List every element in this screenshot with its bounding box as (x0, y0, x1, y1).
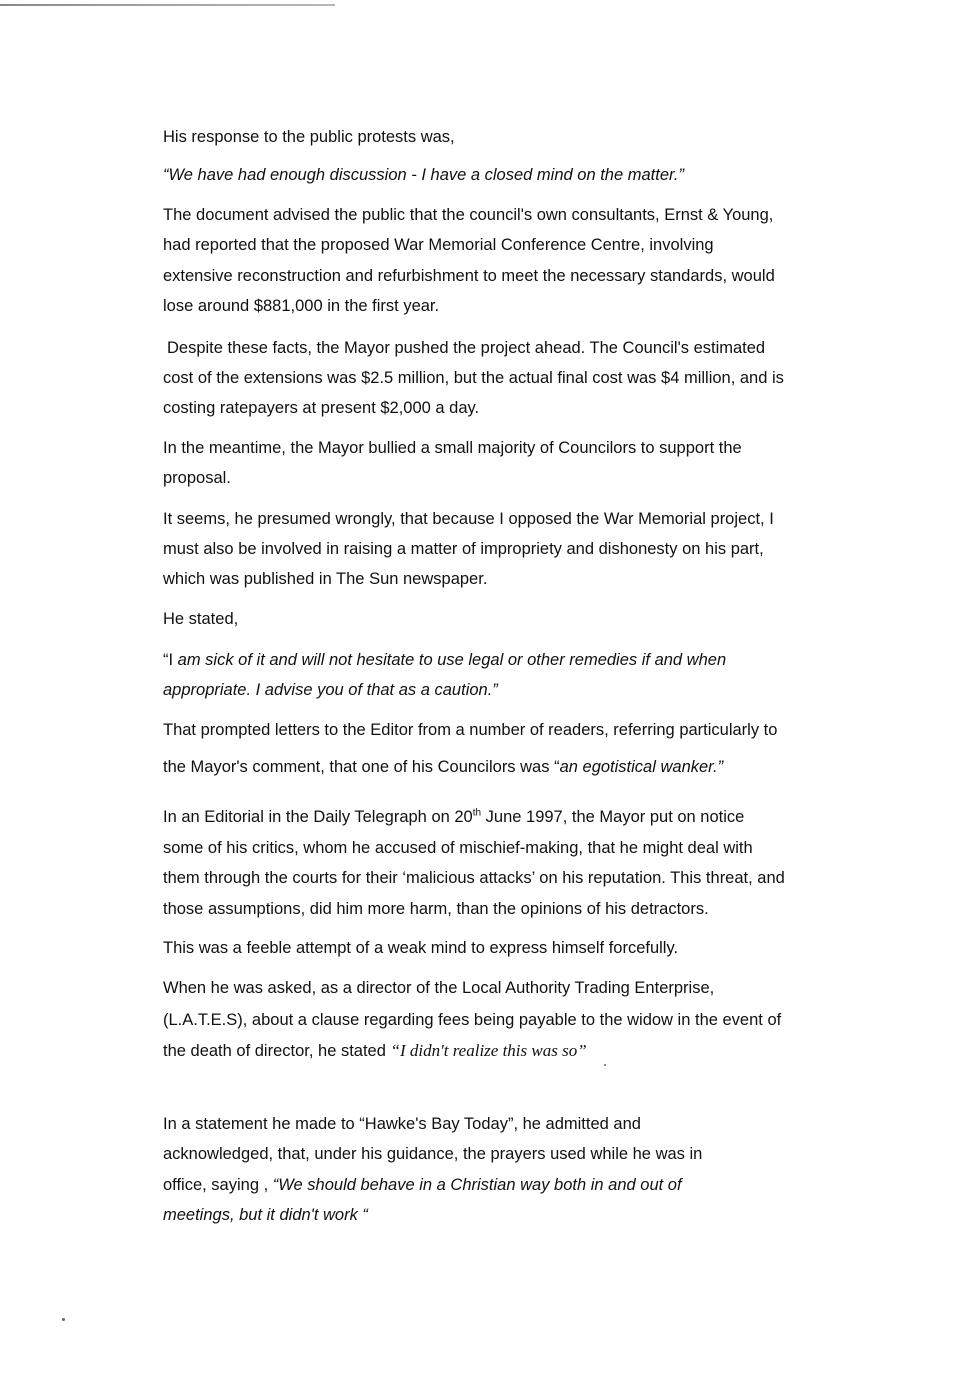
quote-line (163, 165, 684, 185)
paragraph-line (163, 1114, 641, 1134)
line-text: lose around $881,000 in the first year. (163, 297, 440, 315)
line-text: must also be involved in raising a matter of impropriety and dishonesty on his part, (163, 540, 764, 558)
line-text: In a statement he made to “Hawke's Bay Today”, he admitted and (163, 1115, 641, 1133)
line-text: meetings, but it didn't work “ (163, 1206, 368, 1224)
line-text: (L.A.T.E.S), about a clause regarding fees being payable to the widow in the event of (163, 1011, 782, 1029)
line-text: costing ratepayers at present $2,000 a day. (163, 399, 480, 417)
line-text: an egotistical wanker.” (559, 758, 724, 776)
line-text: cost of the extensions was $2.5 million, but the actual final cost was $4 million, and is (163, 369, 784, 387)
paragraph-line (163, 569, 487, 589)
paragraph-line (167, 338, 765, 358)
quote-line (163, 650, 726, 670)
paragraph-line (163, 868, 785, 888)
paragraph-line (163, 539, 764, 559)
line-text: June 1997, the Mayor put on notice (481, 808, 745, 826)
line-text: In the meantime, the Mayor bullied a small majority of Councilors to support the (163, 439, 742, 457)
line-prefix: “I (163, 651, 178, 669)
paragraph-line (163, 398, 479, 418)
paragraph-line (163, 978, 714, 998)
line-text: He stated, (163, 610, 239, 628)
paragraph-line (163, 468, 231, 488)
line-text: those assumptions, did him more harm, than the opinions of his detractors. (163, 900, 709, 918)
quote-line (163, 1205, 368, 1225)
line-prefix: the death of director, he stated (163, 1042, 391, 1060)
line-text: proposal. (163, 469, 231, 487)
line-text: The document advised the public that the council's own consultants, Ernst & Young, (163, 206, 774, 224)
line-text: “We have had enough discussion - I have a closed mind on the matter.” (163, 166, 684, 184)
line-text: That prompted letters to the Editor from a number of readers, referring particularly to (163, 721, 778, 739)
quote-line (163, 680, 498, 700)
paragraph-line (163, 1175, 682, 1195)
line-text: “We should behave in a Christian way both in and out of (272, 1176, 682, 1194)
paragraph-line (163, 1144, 702, 1164)
line-text: had reported that the proposed War Memorial Conference Centre, involving (163, 236, 714, 254)
paragraph-line (163, 205, 773, 225)
paragraph-line (163, 509, 774, 529)
line-text: Despite these facts, the Mayor pushed the project ahead. The Council's estimated (167, 339, 766, 357)
line-text: extensive reconstruction and refurbishment to meet the necessary standards, would (163, 267, 775, 285)
line-text: This was a feeble attempt of a weak mind to express himself forcefully. (163, 939, 679, 957)
line-text: them through the courts for their ‘malicious attacks’ on his reputation. This threat, and (163, 869, 785, 887)
paragraph-line (163, 368, 784, 388)
paragraph-line (163, 266, 775, 286)
line-text: “I didn't realize this was so” (390, 1041, 587, 1060)
paragraph-line (163, 127, 455, 147)
paragraph-line (163, 720, 777, 740)
line-prefix: In an Editorial in the Daily Telegraph on 20 (163, 808, 473, 826)
paragraph-line (163, 235, 714, 255)
line-text: His response to the public protests was, (163, 128, 455, 146)
paragraph-line (163, 899, 709, 919)
scan-top-rule (0, 4, 335, 6)
line-text: am sick of it and will not hesitate to use legal or other remedies if and when (177, 651, 727, 669)
paragraph-line (163, 938, 678, 958)
ordinal-suffix: th (472, 807, 482, 819)
paragraph-line (163, 838, 753, 858)
scan-speck (62, 1318, 65, 1321)
paragraph-line (163, 807, 744, 827)
line-text: which was published in The Sun newspaper. (163, 570, 488, 588)
line-prefix: office, saying , (163, 1176, 273, 1194)
paragraph-line (163, 1010, 781, 1030)
paragraph-line (163, 438, 742, 458)
paragraph-line (163, 609, 238, 629)
paragraph-line (163, 1041, 587, 1061)
line-text: It seems, he presumed wrongly, that because I opposed the War Memorial project, I (163, 510, 774, 528)
paragraph-line (163, 296, 439, 316)
line-text: some of his critics, whom he accused of mischief-making, that he might deal with (163, 839, 753, 857)
line-text: appropriate. I advise you of that as a caution.” (163, 681, 498, 699)
line-text: acknowledged, that, under his guidance, the prayers used while he was in (163, 1145, 703, 1163)
scan-speck (604, 1064, 606, 1066)
line-text: When he was asked, as a director of the Local Authority Trading Enterprise, (163, 979, 715, 997)
paragraph-line (163, 757, 723, 777)
line-prefix: the Mayor's comment, that one of his Councilors was “ (163, 758, 560, 776)
